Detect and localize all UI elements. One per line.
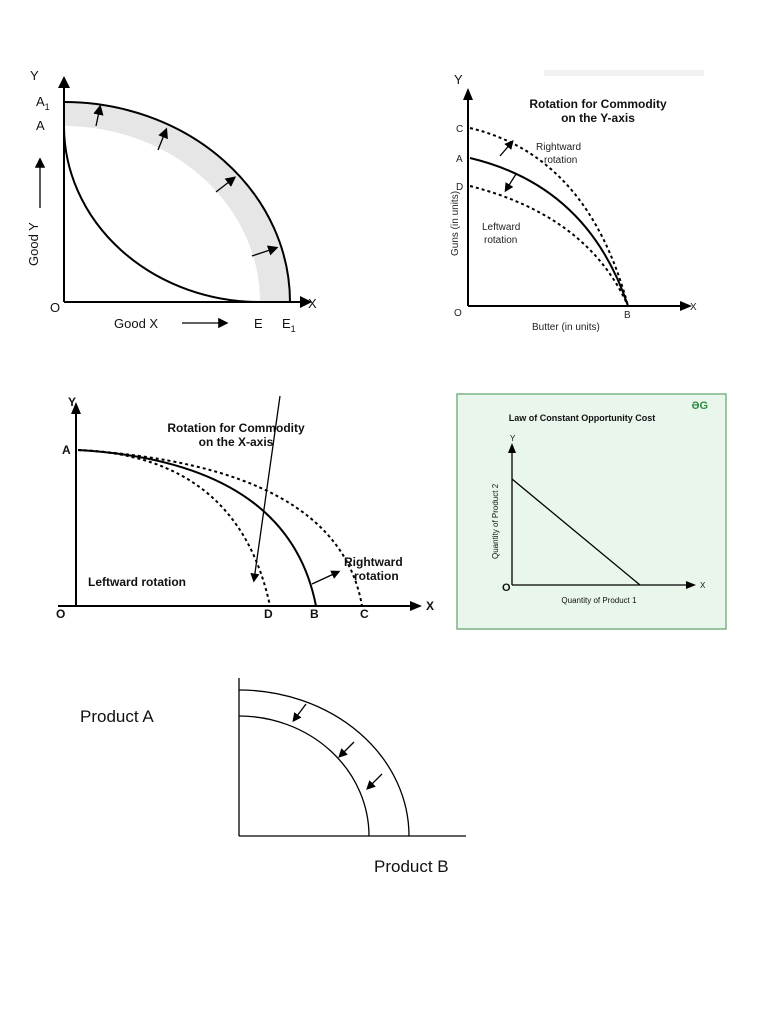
y-axis-arrow-icon: [463, 88, 473, 100]
y-axis-label: Y: [510, 434, 516, 443]
ppc-curve-ae: [64, 126, 260, 302]
x-axis-label: X: [690, 302, 697, 313]
leftward-rotation-arrow-icon: [506, 174, 516, 190]
inward-shift-arrow-icon: [294, 704, 306, 720]
y-axis-label: Y: [30, 68, 39, 83]
rightward-label-line1: Rightward: [344, 555, 403, 569]
rightward-rotation-arrow-icon: [312, 572, 338, 584]
point-e1-label: $E_1$: [282, 316, 296, 334]
leftward-rotation-label: Leftward rotation: [88, 575, 186, 589]
good-y-label: Good Y: [26, 222, 41, 266]
point-d-label: D: [264, 607, 273, 621]
diagram-title: Law of Constant Opportunity Cost: [508, 413, 656, 423]
shaded-band: [64, 102, 290, 302]
diagram-title-line2: on the X-axis: [198, 435, 274, 449]
point-c-label: C: [456, 124, 464, 135]
origin-label: O: [502, 582, 511, 594]
inward-shift-arrow-icon: [368, 774, 382, 788]
origin-label: O: [454, 308, 462, 319]
point-a-label: A: [36, 118, 45, 133]
y-axis-label: Y: [68, 396, 77, 409]
origin-label: O: [50, 300, 61, 315]
y-axis-rotation-diagram: [448, 66, 710, 342]
product1-axis-label: Quantity of Product 1: [561, 596, 637, 605]
x-axis-rotation-diagram: [48, 396, 448, 628]
origin-label: O: [56, 607, 66, 621]
y-axis-arrow-icon: [58, 76, 70, 88]
point-c-label: C: [360, 607, 369, 621]
point-b-label: B: [624, 310, 631, 321]
leftward-label-line2: rotation: [484, 235, 518, 246]
point-e-label: E: [254, 316, 263, 331]
guns-axis-label: Guns (in units): [450, 190, 461, 256]
point-a1-label: $A_1$: [36, 94, 50, 112]
ppc-inward-shift-diagram: [70, 672, 480, 882]
x-axis-arrow-icon: [410, 601, 422, 611]
rightward-rotation-arrow-icon: [500, 142, 512, 156]
ppc-outer-curve: [239, 690, 409, 836]
product-a-label: Product A: [80, 707, 154, 726]
diagram-title-line1: Rotation for Commodity: [167, 421, 305, 435]
good-x-label: Good X: [114, 316, 159, 331]
product2-axis-label: Quantity of Product 2: [491, 483, 500, 559]
point-d-label: D: [456, 182, 464, 193]
ppc-curve-db: [470, 186, 628, 306]
ppc-inner-curve: [239, 716, 369, 836]
y-axis-label: Y: [454, 72, 463, 87]
gfg-logo-icon: ƏG: [691, 400, 708, 412]
product-b-label: Product B: [374, 857, 449, 876]
point-a-label: A: [456, 154, 463, 165]
butter-axis-label: Butter (in units): [532, 322, 600, 333]
diagram-title-line2: on the Y-axis: [561, 111, 635, 125]
rightward-label-line1: Rightward: [536, 142, 582, 153]
rightward-label-line2: rotation: [544, 155, 578, 166]
inward-shift-arrow-icon: [340, 742, 354, 756]
point-b-label: B: [310, 607, 319, 621]
x-axis-label: X: [426, 599, 435, 613]
diagram-title-line1: Rotation for Commodity: [529, 97, 667, 111]
x-axis-label: X: [700, 581, 706, 590]
constant-opportunity-cost-diagram: [456, 393, 728, 631]
x-axis-label: X: [308, 296, 317, 311]
point-a-label: A: [62, 443, 71, 457]
rightward-label-line2: rotation: [354, 569, 399, 583]
leftward-label-line1: Leftward: [482, 222, 521, 233]
ppc-outward-shift-diagram: [20, 60, 340, 350]
